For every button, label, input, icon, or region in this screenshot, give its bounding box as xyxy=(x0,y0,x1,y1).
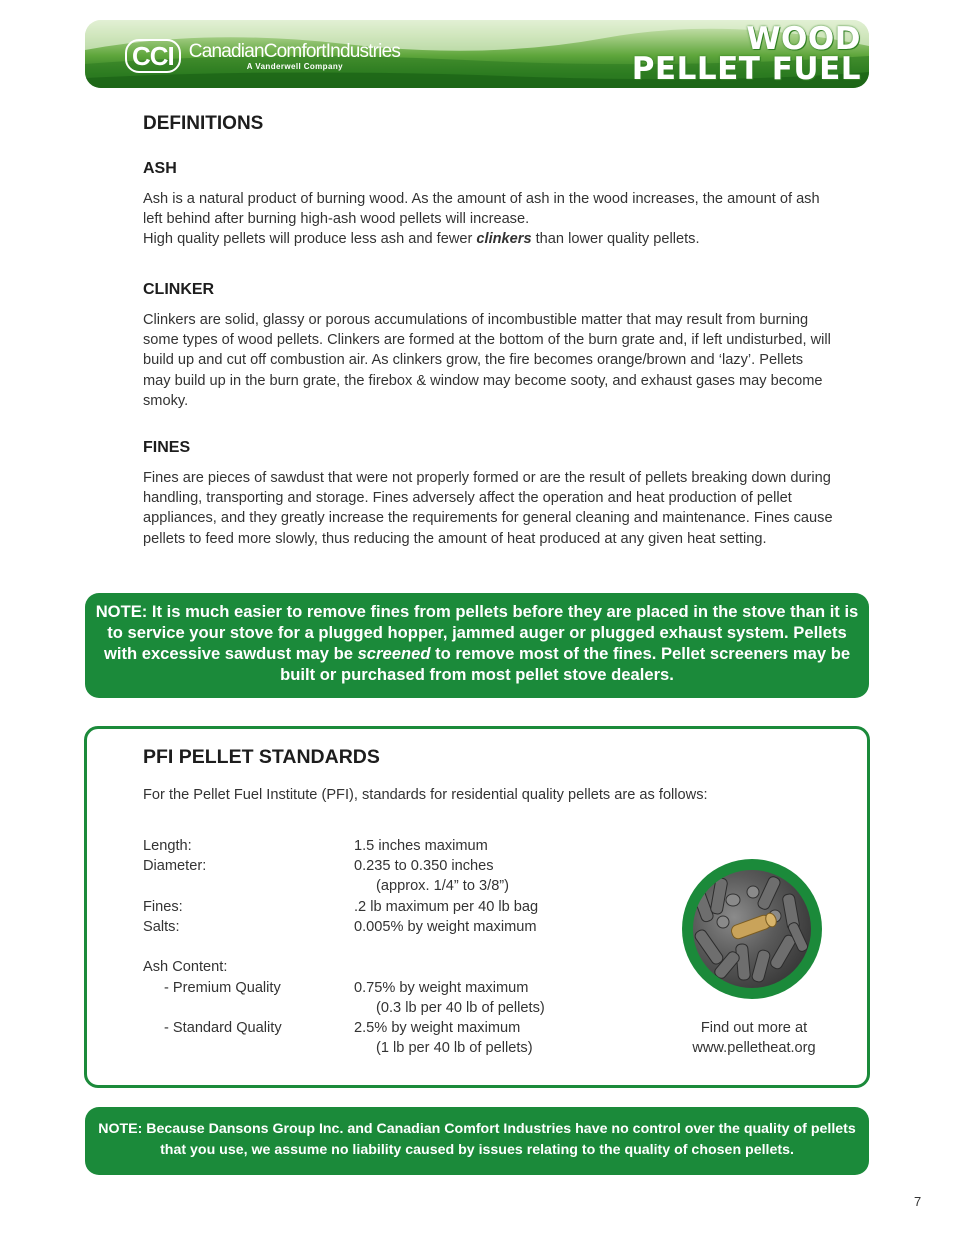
banner-title xyxy=(631,21,861,87)
standard-quality-label: - Standard Quality xyxy=(164,1020,282,1036)
fines-value: .2 lb maximum per 40 lb bag xyxy=(354,899,539,915)
ash-text-2 xyxy=(143,229,843,249)
company-logo xyxy=(125,36,400,76)
pfi-intro: For the Pellet Fuel Institute (PFI), standards for residential quality pellets are as follows: xyxy=(143,787,708,803)
diameter-label: Diameter: xyxy=(143,858,207,874)
standard-quality-note: (1 lb per 40 lb of pellets) xyxy=(376,1040,533,1056)
pellet-photo xyxy=(682,859,822,999)
banner-title-line2: PELLET FUEL xyxy=(631,51,861,87)
fines-label: Fines: xyxy=(143,899,183,915)
definitions-heading: DEFINITIONS xyxy=(143,113,264,134)
length-label: Length: xyxy=(143,838,192,854)
diameter-note: (approx. 1/4” to 3/8”) xyxy=(376,878,510,894)
premium-quality-note: (0.3 lb per 40 lb of pellets) xyxy=(376,1000,545,1016)
ash-text-2-start: High quality pellets will produce less ash and fewer xyxy=(143,231,477,248)
ash-text-1: Ash is a natural product of burning wood. As the amount of ash in the wood increases, the amount of ash left behind after burning high-ash wood pellets will increase. xyxy=(143,191,820,228)
pellets-icon xyxy=(693,870,811,988)
ash-paragraph xyxy=(143,189,843,250)
ash-heading: ASH xyxy=(143,160,177,177)
logo-tagline: A Vanderwell Company xyxy=(246,61,343,71)
clinker-paragraph: Clinkers are solid, glassy or porous accumulations of incombustible matter that may result from burning some types of wood pellets. Clinkers are formed at the bottom of the burn grate and, if left undisturbed, will build up and cut off combustion air. As clinkers grow, the fire becomes orange/brown and ‘lazy’. Pellets may build up in the burn grate, the firebox & window may become sooty, and exhaust gases may become smoky. xyxy=(143,312,831,409)
page-number: 7 xyxy=(914,1194,922,1209)
salts-label: Salts: xyxy=(143,919,180,935)
find-out-more xyxy=(660,1018,848,1058)
length-value: 1.5 inches maximum xyxy=(354,838,488,854)
ash-text-2-end: than lower quality pellets. xyxy=(531,231,700,248)
salts-value: 0.005% by weight maximum xyxy=(354,919,537,935)
clinker-heading: CLINKER xyxy=(143,281,215,298)
note1-text-start: NOTE: It is much easier to remove fines from pellets before they are placed in the stove than it is to service your stove for a plugged hopper, jammed auger or plugged exhaust system. Pellets with excessive sawdust may be xyxy=(95,602,859,663)
fines-heading: FINES xyxy=(143,439,191,456)
banner-title-line1: WOOD xyxy=(746,21,861,57)
fines-note-box xyxy=(85,593,869,698)
find-out-more-text: Find out more at xyxy=(700,1020,808,1036)
premium-quality-label: - Premium Quality xyxy=(164,980,281,996)
fines-paragraph: Fines are pieces of sawdust that were not properly formed or are the result of pellets breaking down during handling, transporting and storage. Fines adversely affect the operation and heat production of pellet appliances, and they greatly increase the requirements for general cleaning and maintenance. Fines cause pellets to feed more slowly, thus reducing the amount of heat produced at any given heat setting. xyxy=(143,470,833,547)
header-banner xyxy=(85,20,869,88)
premium-quality-value: 0.75% by weight maximum xyxy=(354,980,529,996)
logo-mark: CCI xyxy=(125,39,181,73)
liability-note-box: NOTE: Because Dansons Group Inc. and Canadian Comfort Industries have no control over the quality of pellets that you use, we assume no liability caused by issues relating to the quality of chosen pellets. xyxy=(85,1107,869,1175)
diameter-value: 0.235 to 0.350 inches xyxy=(354,858,494,874)
clinkers-emphasis: clinkers xyxy=(476,231,532,248)
note1-text-end: to remove most of the fines. Pellet screeners may be built or purchased from most pellet stove dealers. xyxy=(280,644,851,684)
pellet-photo-inner xyxy=(693,870,811,988)
ash-content-label: Ash Content: xyxy=(143,959,228,975)
screened-emphasis: screened xyxy=(357,644,431,663)
logo-company-name: CanadianComfortIndustries xyxy=(188,40,401,62)
pelletheat-url[interactable]: www.pelletheat.org xyxy=(692,1040,816,1057)
pfi-heading: PFI PELLET STANDARDS xyxy=(143,746,380,768)
standard-quality-value: 2.5% by weight maximum xyxy=(354,1020,521,1036)
